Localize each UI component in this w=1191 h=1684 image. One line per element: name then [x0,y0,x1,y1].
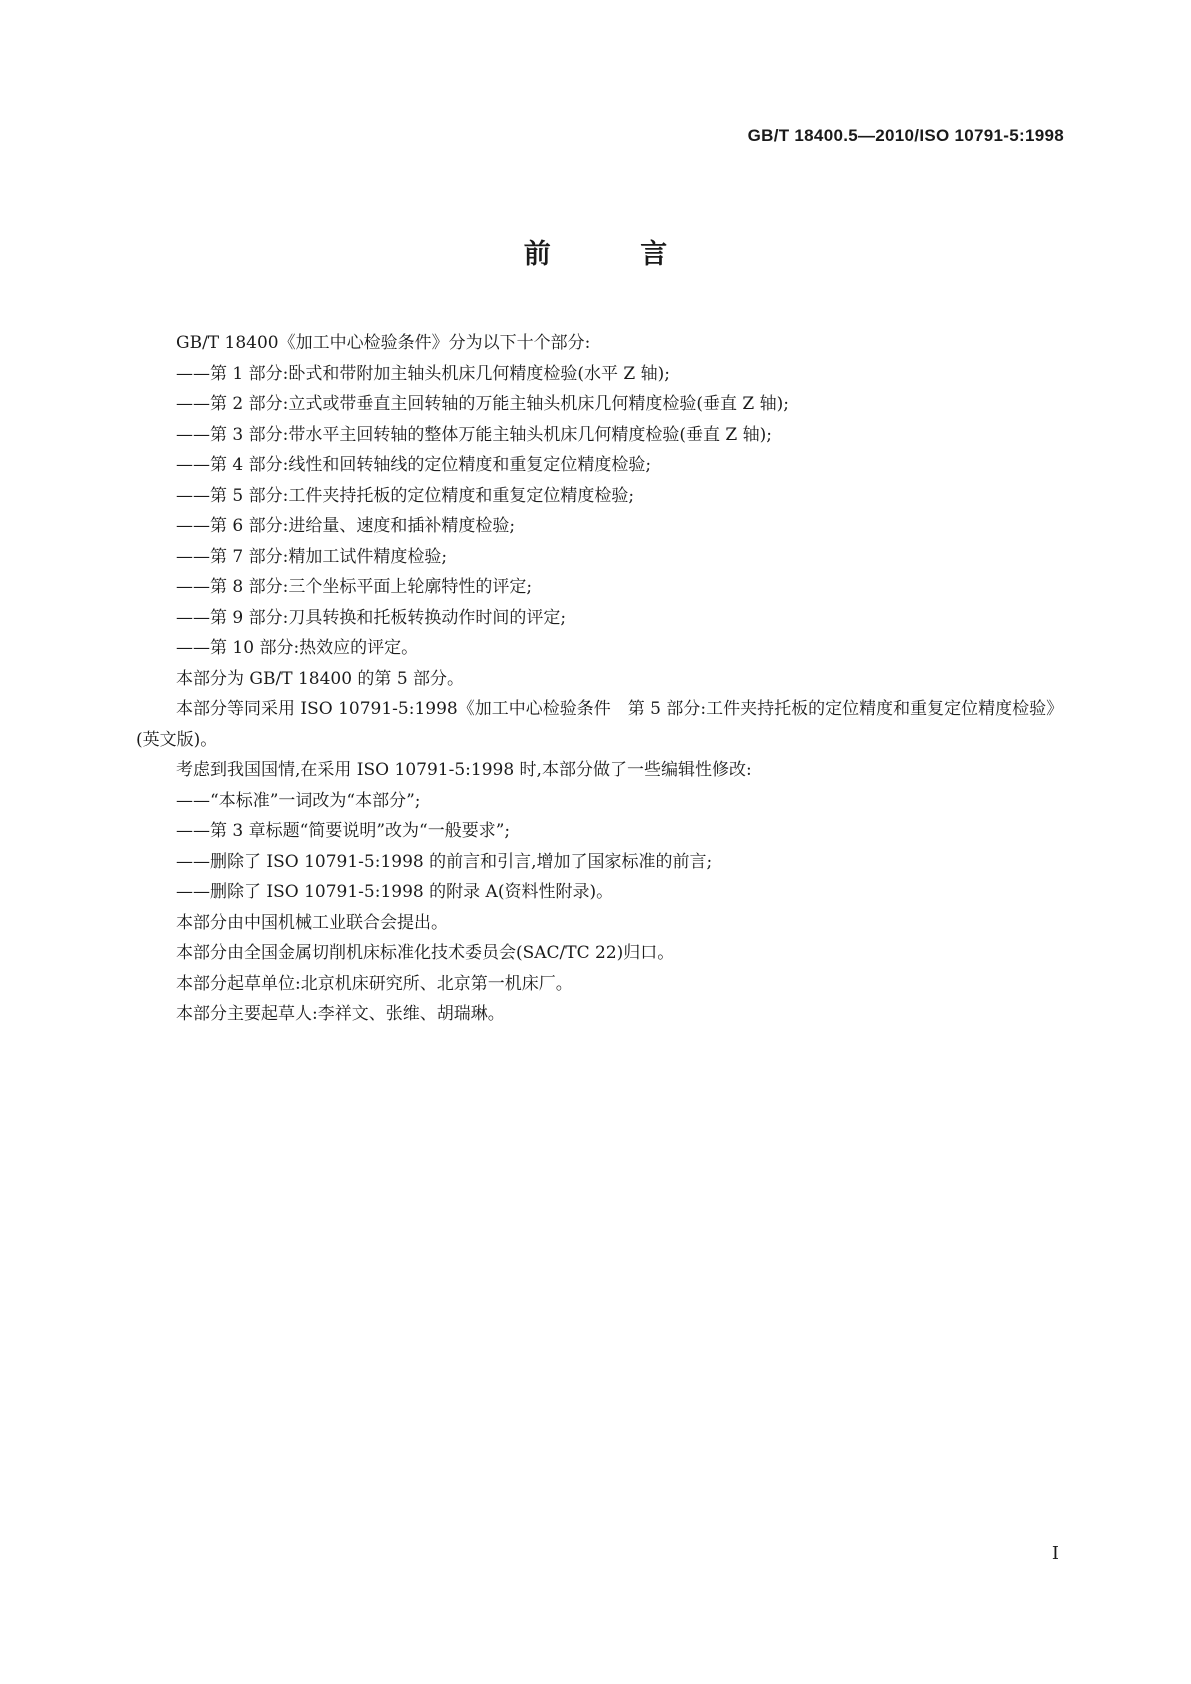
list-item: ——第 9 部分:刀具转换和托板转换动作时间的评定; [176,607,567,628]
list-item: ——第 4 部分:线性和回转轴线的定位精度和重复定位精度检验; [176,455,652,475]
list-item: ——第 8 部分:三个坐标平面上轮廓特性的评定; [176,577,533,597]
paragraph: 考虑到我国国情,在采用 ISO 10791-5:1998 时,本部分做了一些编辑性修改: [176,760,752,780]
list-item: ——第 3 部分:带水平主回转轴的整体万能主轴头机床几何精度检验(垂直 Z 轴); [176,424,772,445]
paragraph: 本部分为 GB/T 18400 的第 5 部分。 [176,668,465,689]
list-item: ——删除了 ISO 10791-5:1998 的附录 A(资料性附录)。 [176,882,614,902]
list-item: ——第 5 部分:工件夹持托板的定位精度和重复定位精度检验; [176,485,635,506]
list-item: ——第 1 部分:卧式和带附加主轴头机床几何精度检验(水平 Z 轴); [176,363,670,384]
page-title: 前 言 [523,239,708,270]
paragraph: 本部分等同采用 ISO 10791-5:1998《加工中心检验条件 第 5 部分:工件夹持托板的定位精度和重复定位精度检验》(英文版)。 [136,699,1064,750]
list-item: ——“本标准”一词改为“本部分”; [176,790,421,811]
foreword-body [136,328,1064,1030]
list-item: ——删除了 ISO 10791-5:1998 的前言和引言,增加了国家标准的前言; [176,851,713,872]
list-item: ——第 2 部分:立式或带垂直主回转轴的万能主轴头机床几何精度检验(垂直 Z 轴); [176,394,789,414]
paragraph: 本部分由全国金属切削机床标准化技术委员会(SAC/TC 22)归口。 [176,943,675,963]
list-item: ——第 6 部分:进给量、速度和插补精度检验; [176,516,516,536]
list-item: ——第 3 章标题“简要说明”改为“一般要求”; [176,821,511,841]
paragraph: 本部分由中国机械工业联合会提出。 [176,912,448,933]
paragraph: 本部分主要起草人:李祥文、张维、胡瑞琳。 [176,1004,505,1024]
page-number: I [1051,1543,1059,1564]
paragraph: GB/T 18400《加工中心检验条件》分为以下十个部分: [176,333,591,353]
standard-code: GB/T 18400.5—2010/ISO 10791-5:1998 [747,126,1064,145]
list-item: ——第 7 部分:精加工试件精度检验; [176,546,448,567]
paragraph: 本部分起草单位:北京机床研究所、北京第一机床厂。 [176,973,573,994]
list-item: ——第 10 部分:热效应的评定。 [176,638,419,658]
